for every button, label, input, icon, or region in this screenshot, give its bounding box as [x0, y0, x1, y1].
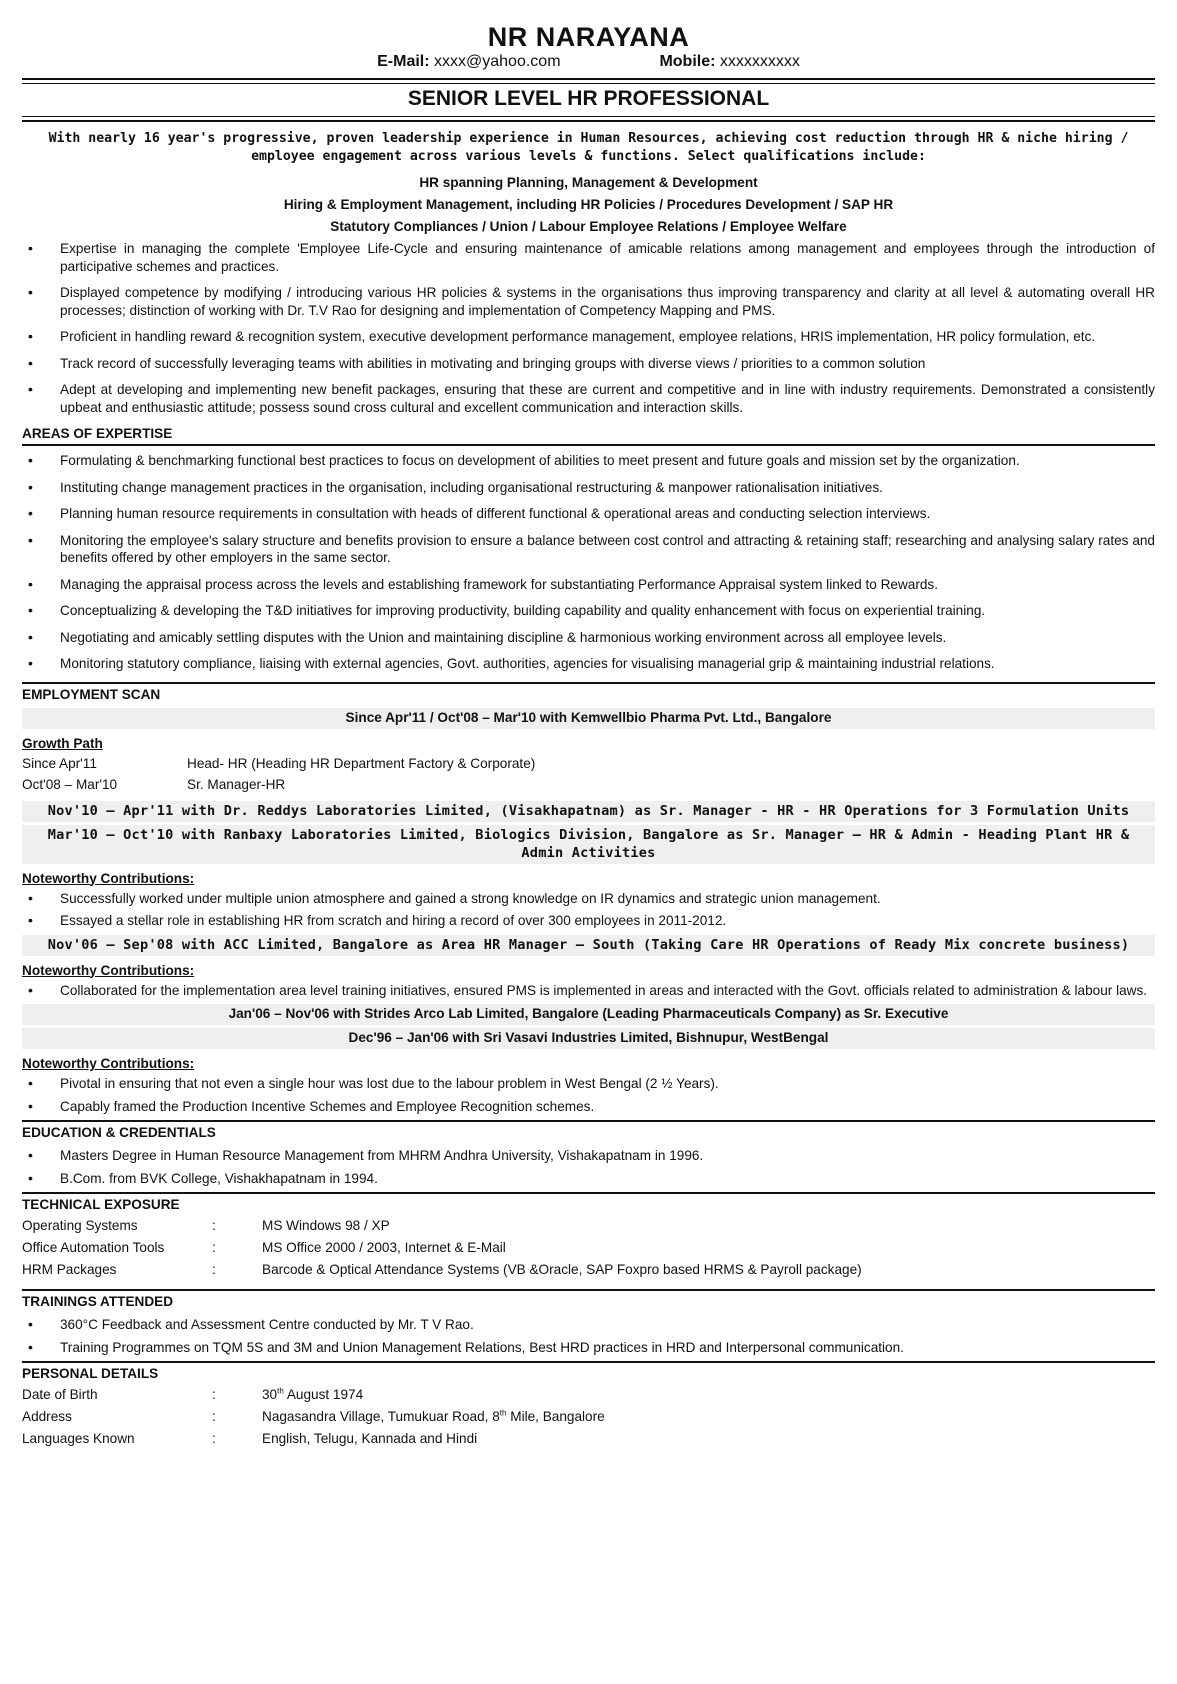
expertise-bullet: • Monitoring statutory compliance, liaising with external agencies, Govt. authorities, agencies for visualising managerial grip & maintaining industrial relations. [22, 655, 1155, 673]
growth-period: Oct'08 – Mar'10 [22, 776, 118, 792]
tech-colon: : [212, 1240, 216, 1255]
education-item: • Masters Degree in Human Resource Management from MHRM Andhra University, Vishakapatnam in 1996. [22, 1147, 1155, 1165]
tech-label: Operating Systems [22, 1218, 138, 1233]
mobile-value: xxxxxxxxxx [719, 53, 800, 70]
expertise-bullet: • Conceptualizing & developing the T&D initiatives for improving productivity, building capability and quality enhancement with focus on experiential training. [22, 602, 1155, 620]
mobile-label: Mobile: [659, 53, 716, 70]
tech-colon: : [212, 1218, 216, 1233]
growth-path-heading: Growth Path [22, 735, 103, 751]
section-divider [22, 682, 1155, 684]
section-heading-education: EDUCATION & CREDENTIALS [22, 1125, 216, 1140]
contact-line [22, 52, 1155, 72]
email-value: xxxx@yahoo.com [434, 53, 561, 70]
summary-bullet: • Track record of successfully leveraging teams with abilities in motivating and bringing groups with diverse views / priorities to a common solution [22, 355, 1155, 373]
section-heading-expertise: AREAS OF EXPERTISE [22, 425, 1155, 446]
technical-row [22, 1259, 1155, 1281]
education-list [22, 1147, 1155, 1187]
contributions-heading: Noteworthy Contributions: [22, 962, 195, 978]
address-value: Nagasandra Village, Tumukuar Road, 8th Mile, Bangalore [262, 1408, 605, 1424]
address-colon: : [212, 1409, 216, 1424]
growth-period: Since Apr'11 [22, 755, 97, 771]
summary-lead: With nearly 16 year's progressive, proven leadership experience in Human Resources, achieving cost reduction through HR & niche hiring / employee engagement across various levels & functions. Select qualifications include: [48, 131, 1129, 164]
header-divider [22, 78, 1155, 84]
qualification-item: HR spanning Planning, Management & Development [419, 175, 758, 190]
contribution-item: • Capably framed the Production Incentive Schemes and Employee Recognition schemes. [22, 1098, 1155, 1116]
expertise-bullets [22, 452, 1155, 673]
section-divider [22, 1361, 1155, 1363]
growth-path-row [22, 753, 1155, 774]
summary-bullet: • Displayed competence by modifying / introducing various HR policies & systems in the organisations thus improving transparency and clarity at all level & automating overall HR processes; distinction of working with Dr. T.V Rao for designing and implementation of Competency Mapping and PMS. [22, 284, 1155, 319]
dob-colon: : [212, 1387, 216, 1402]
qualifications [22, 172, 1155, 238]
contributions-list [22, 982, 1155, 1000]
summary-bullet: • Proficient in handling reward & recognition system, executive development performance management, employee relations, HRIS implementation, HR policy formulation, etc. [22, 328, 1155, 346]
employment-entry: Jan'06 – Nov'06 with Strides Arco Lab Limited, Bangalore (Leading Pharmaceuticals Company) as Sr. Executive [22, 1004, 1155, 1025]
contributions-list [22, 1075, 1155, 1115]
title-divider [22, 116, 1155, 122]
section-heading-trainings: TRAININGS ATTENDED [22, 1294, 174, 1309]
dob-label: Date of Birth [22, 1387, 98, 1402]
contributions-list [22, 890, 1155, 930]
contributions-heading: Noteworthy Contributions: [22, 1056, 195, 1071]
contribution-item: • Pivotal in ensuring that not even a single hour was lost due to the labour problem in West Bengal (2 ½ Years). [22, 1075, 1155, 1093]
personal-row-address [22, 1406, 1155, 1428]
candidate-name: NR NARAYANA [487, 22, 690, 52]
section-heading-employment: EMPLOYMENT SCAN [22, 686, 161, 702]
education-item: • B.Com. from BVK College, Vishakhapatnam in 1994. [22, 1170, 1155, 1188]
section-divider [22, 1192, 1155, 1194]
summary-bullet: • Adept at developing and implementing new benefit packages, ensuring that these are current and competitive and in line with industry requirements. Demonstrated a consistently upbeat and enthusiastic attitude; possess sound cross cultural and excellent communication and interaction skills. [22, 381, 1155, 416]
section-divider [22, 1289, 1155, 1291]
section-divider [22, 1120, 1155, 1122]
personal-row-languages [22, 1428, 1155, 1450]
expertise-bullet: • Formulating & benchmarking functional best practices to focus on development of abilities to meet present and future goals and mission set by the organization. [22, 452, 1155, 470]
email-label: E-Mail: [377, 53, 430, 70]
qualification-item: Statutory Compliances / Union / Labour Employee Relations / Employee Welfare [330, 219, 847, 234]
trainings-list [22, 1316, 1155, 1356]
professional-title: SENIOR LEVEL HR PROFESSIONAL [407, 87, 770, 110]
summary-bullets [22, 240, 1155, 416]
training-item: • 360°C Feedback and Assessment Centre conducted by Mr. T V Rao. [22, 1316, 1155, 1334]
tech-value: MS Windows 98 / XP [262, 1218, 390, 1233]
employment-entry: Nov'06 – Sep'08 with ACC Limited, Bangalore as Area HR Manager – South (Taking Care HR Operations of Ready Mix concrete business) [22, 935, 1155, 956]
dob-value: 30th August 1974 [262, 1386, 364, 1402]
expertise-bullet: • Planning human resource requirements in consultation with heads of different functional & operational areas and conducting selection interviews. [22, 505, 1155, 523]
contributions-heading: Noteworthy Contributions: [22, 870, 195, 886]
expertise-bullet: • Instituting change management practices in the organisation, including organisational restructuring & manpower rationalisation initiatives. [22, 479, 1155, 497]
technical-row [22, 1215, 1155, 1237]
contribution-item: • Collaborated for the implementation area level training initiatives, ensured PMS is implemented in areas and interacted with the Govt. officials related to administration & labour laws. [22, 982, 1155, 1000]
employment-entry: Dec'96 – Jan'06 with Sri Vasavi Industries Limited, Bishnupur, WestBengal [22, 1028, 1155, 1049]
growth-role: Head- HR (Heading HR Department Factory & Corporate) [187, 755, 536, 771]
languages-value: English, Telugu, Kannada and Hindi [262, 1431, 478, 1446]
employment-entry: Since Apr'11 / Oct'08 – Mar'10 with Kemwellbio Pharma Pvt. Ltd., Bangalore [22, 708, 1155, 729]
languages-colon: : [212, 1431, 216, 1446]
qualification-item: Hiring & Employment Management, including HR Policies / Procedures Development / SAP HR [283, 197, 894, 212]
tech-value: Barcode & Optical Attendance Systems (VB &Oracle, SAP Foxpro based HRMS & Payroll package) [262, 1262, 862, 1277]
section-heading-personal: PERSONAL DETAILS [22, 1366, 159, 1381]
growth-role: Sr. Manager-HR [187, 776, 286, 792]
personal-row-dob [22, 1384, 1155, 1406]
technical-row [22, 1237, 1155, 1259]
section-heading-technical: TECHNICAL EXPOSURE [22, 1197, 180, 1212]
tech-colon: : [212, 1262, 216, 1277]
expertise-bullet: • Monitoring the employee's salary structure and benefits provision to ensure a balance between cost control and attracting & retaining staff; researching and analysing salary rates and benefits offered by other employers in the same sector. [22, 532, 1155, 567]
tech-label: HRM Packages [22, 1262, 117, 1277]
summary-bullet: • Expertise in managing the complete 'Employee Life-Cycle and ensuring maintenance of amicable relations among management and employees through the introduction of participative schemes and practices. [22, 240, 1155, 275]
expertise-bullet: • Managing the appraisal process across the levels and establishing framework for substantiating Performance Appraisal system linked to Rewards. [22, 576, 1155, 594]
tech-label: Office Automation Tools [22, 1240, 165, 1255]
tech-value: MS Office 2000 / 2003, Internet & E-Mail [262, 1240, 506, 1255]
languages-label: Languages Known [22, 1431, 135, 1446]
growth-path-row [22, 774, 1155, 795]
employment-entry: Mar'10 – Oct'10 with Ranbaxy Laboratories Limited, Biologics Division, Bangalore as Sr. Manager – HR & Admin - Heading Plant HR & Admin Activities [22, 825, 1155, 864]
contribution-item: • Essayed a stellar role in establishing HR from scratch and hiring a record of over 300 employees in 2011-2012. [22, 912, 1155, 930]
training-item: • Training Programmes on TQM 5S and 3M and Union Management Relations, Best HRD practices in HRD and Interpersonal communication. [22, 1339, 1155, 1357]
address-label: Address [22, 1409, 72, 1424]
expertise-bullet: • Negotiating and amicably settling disputes with the Union and maintaining discipline & harmonious working environment across all employee levels. [22, 629, 1155, 647]
employment-entry: Nov'10 – Apr'11 with Dr. Reddys Laboratories Limited, (Visakhapatnam) as Sr. Manager - HR - HR Operations for 3 Formulation Units [22, 801, 1155, 822]
contribution-item: • Successfully worked under multiple union atmosphere and gained a strong knowledge on IR dynamics and strategic union management. [22, 890, 1155, 908]
